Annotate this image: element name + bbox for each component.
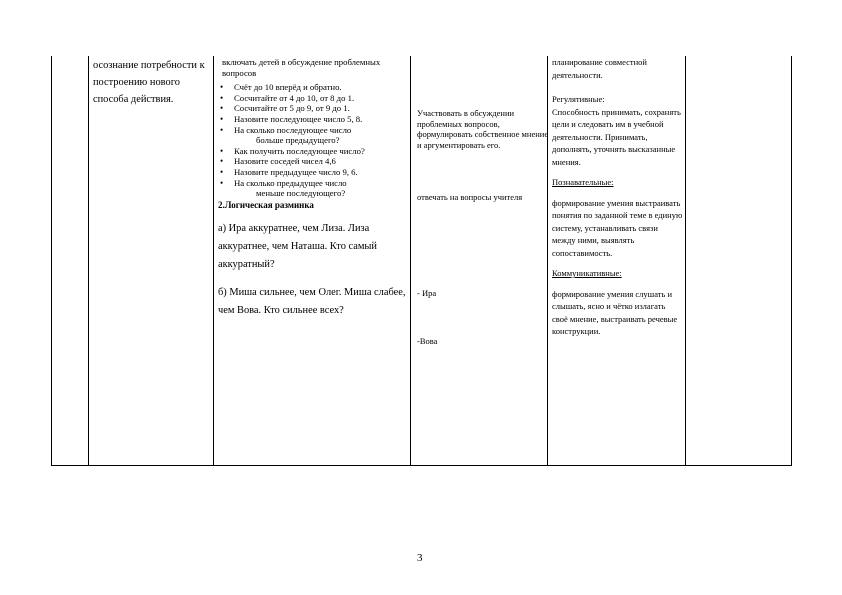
list-item-continuation: меньше последующего? [256, 188, 346, 199]
stage-cell [52, 56, 89, 466]
list-item: • Назовите последующее число 5, 8. [218, 114, 408, 125]
logic-problem-a: а) Ира аккуратнее, чем Лиза. Лиза аккуратнее, чем Наташа. Кто самый аккуратный? [218, 223, 377, 271]
page-number: 3 [417, 552, 423, 564]
list-item: • Как получить последующее число? [218, 146, 408, 157]
student-activity-text: Участвовать в обсуждении проблемных вопросов, формулировать собственное мнение и аргументировать его. [417, 108, 549, 150]
list-item: • Назовите предыдущее число 9, 6. [218, 167, 408, 178]
lesson-plan-table [51, 56, 792, 466]
regulative-text: Способность принимать, сохранять цели и следовать им в учебной деятельности. Принимать, дополнять, уточнять высказанные мнения. [552, 106, 681, 167]
answer-b: -Вова [417, 336, 438, 346]
list-item: • Сосчитайте от 5 до 9, от 9 до 1. [218, 103, 408, 114]
communicative-title: Коммуникативные: [552, 268, 622, 278]
answer-prompt: отвечать на вопросы учителя [417, 192, 523, 202]
student-activity-cell [411, 56, 548, 466]
cognitive-text: формирование умения выстраивать понятия по заданной теме в единую систему, устанавливать связи между ними, выявлять сопоставимость. [552, 197, 683, 258]
table-row [52, 56, 792, 466]
uud-cell [548, 56, 686, 466]
goal-cell [89, 56, 214, 466]
communicative-text: формирование умения слушать и слышать, ясно и чётко излагать своё мнение, выстраивать речевые конструкции. [552, 288, 678, 336]
goal-text: осознание потребности к построению нового способа действия. [93, 60, 205, 105]
list-item-continuation: больше предыдущего? [256, 135, 340, 146]
notes-cell [686, 56, 792, 466]
list-item: • Назовите соседей чисел 4,6 [218, 156, 408, 167]
logic-problem-b: б) Миша сильнее, чем Олег. Миша слабее, чем Вова. Кто сильнее всех? [218, 287, 406, 317]
cognitive-title: Познавательные: [552, 177, 614, 187]
uud-top-text: планирование совместной деятельности. [552, 57, 647, 80]
answer-a: - Ира [417, 288, 437, 298]
regulative-title: Регулятивные: [552, 94, 605, 104]
list-item: • На сколько последующее число [218, 125, 408, 136]
question-list [218, 82, 408, 199]
teacher-intro: включать детей в обсуждение проблемных вопросов [222, 57, 381, 78]
section-title: 2.Логическая разминка [218, 199, 314, 210]
list-item: • На сколько предыдущее число [218, 178, 408, 189]
teacher-activity-cell [214, 56, 411, 466]
list-item: • Счёт до 10 вперёд и обратно. [218, 82, 408, 93]
list-item: • Сосчитайте от 4 до 10, от 8 до 1. [218, 93, 408, 104]
